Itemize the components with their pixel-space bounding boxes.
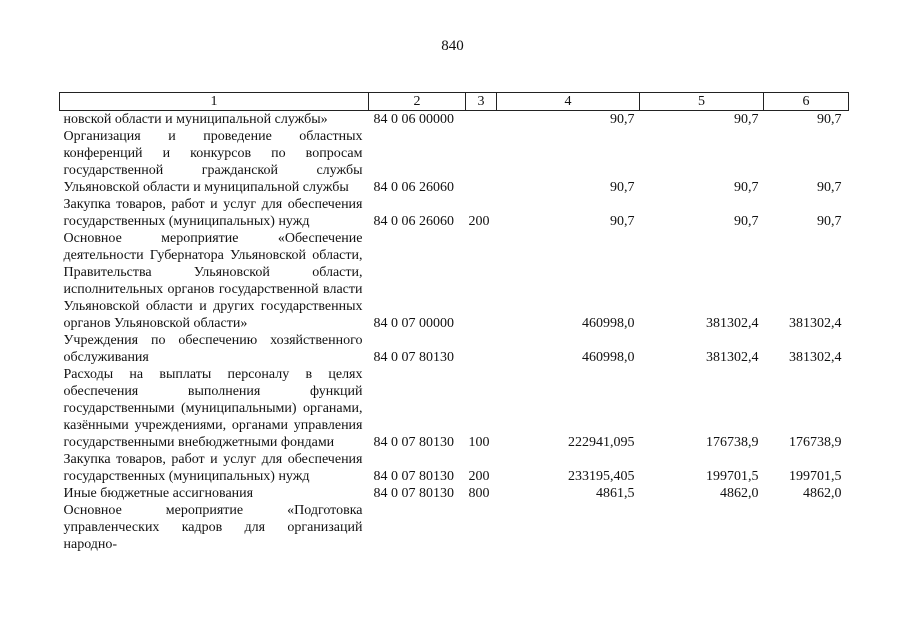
table-row [60, 502, 849, 553]
header-col-2: 2 [369, 93, 466, 111]
table-row [60, 128, 849, 196]
row-target-code [369, 502, 466, 553]
header-col-5: 5 [640, 93, 764, 111]
row-expense-type [466, 128, 497, 196]
row-amount-col5: 199701,5 [706, 469, 759, 484]
row-target-code: 84 0 07 80130 [373, 435, 454, 450]
row-expense-type: 800 [468, 486, 490, 501]
row-amount-col6: 381302,4 [789, 350, 842, 365]
header-col-4: 4 [497, 93, 640, 111]
row-amount-col5: 90,7 [734, 180, 759, 195]
row-expense-type [466, 111, 497, 129]
table-row [60, 451, 849, 485]
row-amount-col5: 381302,4 [706, 316, 759, 331]
row-amount-col5: 90,7 [734, 112, 759, 127]
row-amount-col6: 90,7 [817, 180, 842, 195]
row-amount-col4: 4861,5 [596, 486, 635, 501]
row-amount-col5: 381302,4 [706, 350, 759, 365]
row-target-code: 84 0 07 00000 [373, 316, 454, 331]
row-amount-col6: 90,7 [817, 214, 842, 229]
budget-table [59, 92, 849, 553]
table-row [60, 332, 849, 366]
row-amount-col4 [497, 502, 640, 553]
row-name: Иные бюджетные ассигнования [63, 486, 254, 501]
table-row [60, 196, 849, 230]
row-target-code: 84 0 07 80130 [373, 486, 454, 501]
table-row [60, 366, 849, 451]
row-amount-col5 [640, 502, 764, 553]
row-expense-type [466, 332, 497, 366]
header-col-1: 1 [60, 93, 369, 111]
row-target-code: 84 0 06 26060 [373, 214, 454, 229]
row-expense-type: 200 [468, 469, 490, 484]
table-row [60, 230, 849, 332]
header-col-3: 3 [466, 93, 497, 111]
row-target-code: 84 0 07 80130 [373, 350, 454, 365]
row-expense-type: 100 [468, 435, 490, 450]
table-row [60, 485, 849, 502]
row-name: Закупка товаров, работ и услуг для обеспечения государственных (муниципальных) нужд [63, 197, 363, 229]
row-amount-col4: 233195,405 [568, 469, 635, 484]
row-target-code: 84 0 06 26060 [373, 180, 454, 195]
row-amount-col6: 176738,9 [789, 435, 842, 450]
row-amount-col4: 222941,095 [568, 435, 635, 450]
row-name: новской области и муниципальной службы» [63, 112, 328, 127]
row-amount-col4: 460998,0 [582, 350, 635, 365]
row-expense-type [466, 230, 497, 332]
row-target-code: 84 0 06 00000 [373, 112, 454, 127]
table-header-row [60, 93, 849, 111]
row-name: Основное мероприятие «Обеспечение деятельности Губернатора Ульяновской области, Правительства Ульяновской области, исполнительных органов государственной власти Ульяновской области и других государственных органов Ульяновской области» [63, 231, 363, 331]
row-amount-col6: 90,7 [817, 112, 842, 127]
row-amount-col6: 381302,4 [789, 316, 842, 331]
row-name: Учреждения по обеспечению хозяйственного обслуживания [63, 333, 363, 365]
row-name: Организация и проведение областных конференций и конкурсов по вопросам государственной гражданской службы Ульяновской области и муниципальной службы [63, 129, 363, 195]
row-amount-col6: 4862,0 [803, 486, 842, 501]
table-body [60, 111, 849, 554]
row-amount-col4: 90,7 [610, 214, 635, 229]
table-row [60, 111, 849, 129]
row-target-code: 84 0 07 80130 [373, 469, 454, 484]
row-amount-col4: 460998,0 [582, 316, 635, 331]
row-amount-col4: 90,7 [610, 180, 635, 195]
row-amount-col6 [764, 502, 849, 553]
row-amount-col4: 90,7 [610, 112, 635, 127]
row-amount-col5: 4862,0 [720, 486, 759, 501]
page-number: 840 [441, 38, 464, 54]
row-name: Закупка товаров, работ и услуг для обеспечения государственных (муниципальных) нужд [63, 452, 363, 484]
row-name: Основное мероприятие «Подготовка управленческих кадров для организаций народно- [63, 503, 363, 552]
row-expense-type [466, 502, 497, 553]
row-amount-col6: 199701,5 [789, 469, 842, 484]
row-amount-col5: 90,7 [734, 214, 759, 229]
row-name: Расходы на выплаты персоналу в целях обеспечения выполнения функций государственными (муниципальными) органами, казёнными учреждениями, органами управления государственными внебюджетными фондами [63, 367, 363, 450]
row-amount-col5: 176738,9 [706, 435, 759, 450]
header-col-6: 6 [764, 93, 849, 111]
row-expense-type: 200 [468, 214, 490, 229]
